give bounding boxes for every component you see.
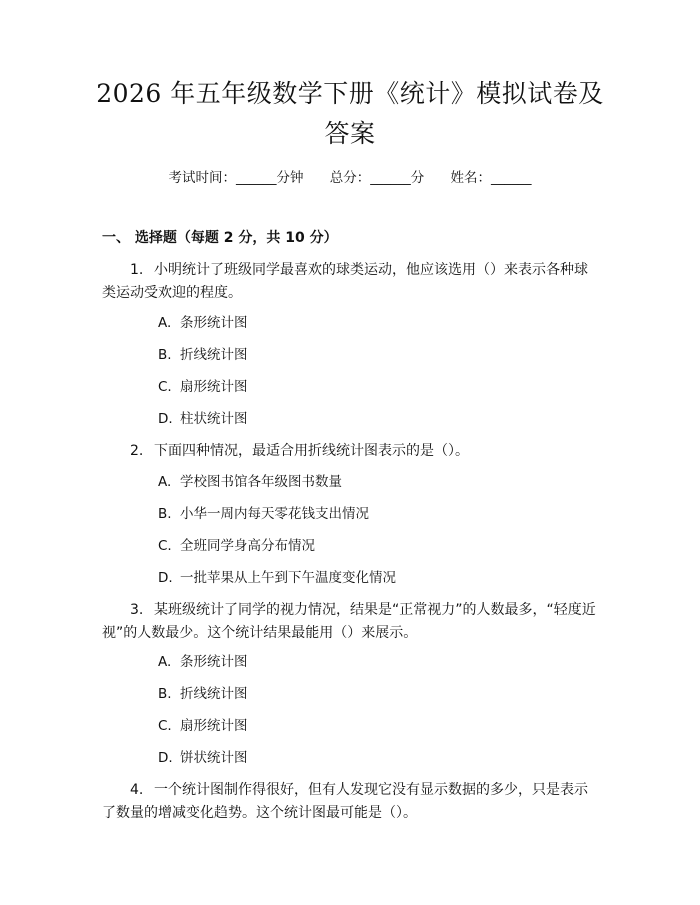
option-text: 饼状统计图 [180,750,248,766]
question-text: 某班级统计了同学的视力情况，结果是“正常视力”的人数最多，“轻度近视”的人数最少。这个统计结果最能用（）来展示。 [102,602,596,641]
exam-meta [0,168,700,188]
title-line-2: 答案 [324,119,376,148]
option-text: 折线统计图 [180,347,248,363]
option-text: 扇形统计图 [180,379,248,395]
question-number: 2. [130,443,144,459]
q1-option-b [158,345,248,365]
q3-option-a [158,652,248,672]
option-letter: C. [158,379,172,395]
option-text: 一批苹果从上午到下午温度变化情况 [180,570,396,586]
q3-option-c [158,716,248,736]
q1-option-d [158,409,248,429]
option-letter: B. [158,686,172,702]
q2-option-d [158,568,396,588]
exam-name: 姓名：______ [450,170,532,186]
option-letter: D. [158,750,173,766]
option-letter: C. [158,538,172,554]
q1-option-a [158,313,248,333]
question-3 [102,599,600,645]
title-line-1: 2026 年五年级数学下册《统计》模拟试卷及 [96,79,604,108]
question-4 [102,779,600,825]
option-letter: A. [158,654,172,670]
option-letter: C. [158,718,172,734]
option-text: 扇形统计图 [180,718,248,734]
option-letter: D. [158,411,173,427]
exam-time: 考试时间：______分钟 [168,170,304,186]
option-text: 全班同学身高分布情况 [180,538,315,554]
option-letter: A. [158,315,172,331]
option-letter: D. [158,570,173,586]
q3-option-d [158,748,248,768]
option-text: 条形统计图 [180,654,248,670]
option-text: 折线统计图 [180,686,248,702]
q3-option-b [158,684,248,704]
q1-option-c [158,377,248,397]
question-number: 3. [130,602,144,618]
option-text: 柱状统计图 [180,411,248,427]
question-2 [102,440,600,463]
question-text: 小明统计了班级同学最喜欢的球类运动，他应该选用（）来表示各种球类运动受欢迎的程度。 [102,262,588,301]
exam-score: 总分：______分 [329,170,425,186]
option-text: 小华一周内每天零花钱支出情况 [180,506,369,522]
q2-option-c [158,536,315,556]
question-text: 一个统计图制作得很好，但有人发现它没有显示数据的多少，只是表示了数量的增减变化趋势。这个统计图最可能是（）。 [102,782,588,821]
q2-option-b [158,504,369,524]
section-heading: 一、 选择题（每题 2 分，共 10 分） [102,230,338,246]
question-text: 下面四种情况，最适合用折线统计图表示的是（）。 [154,443,469,459]
option-letter: B. [158,347,172,363]
question-number: 1. [130,262,144,278]
page-title [60,74,640,154]
option-letter: A. [158,474,172,490]
question-1 [102,259,600,305]
option-letter: B. [158,506,172,522]
q2-option-a [158,472,342,492]
question-number: 4. [130,782,144,798]
option-text: 条形统计图 [180,315,248,331]
option-text: 学校图书馆各年级图书数量 [180,474,342,490]
